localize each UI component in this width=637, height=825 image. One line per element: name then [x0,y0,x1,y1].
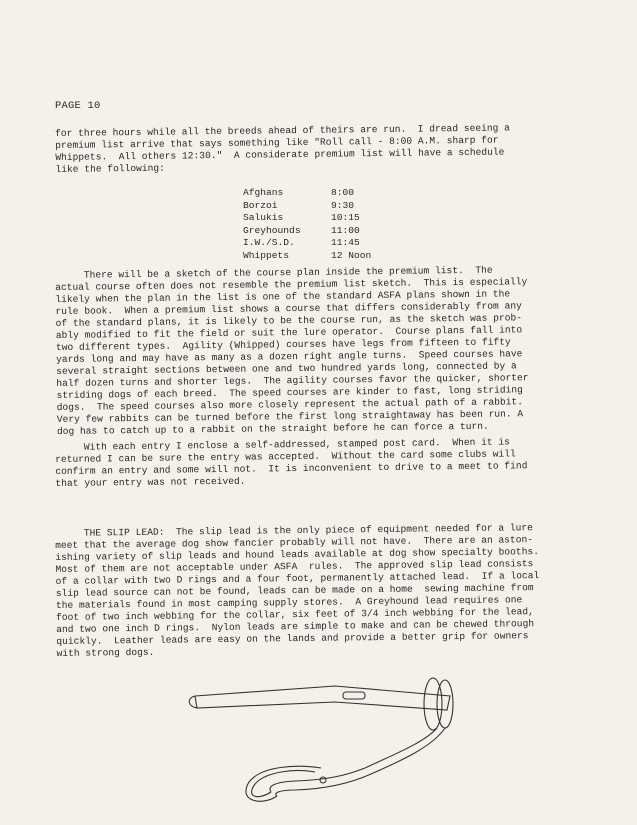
schedule-breed: Salukis [243,212,284,223]
text-line: likely when the plan in the list is one of the standard ASFA plans shown in the [55,288,511,305]
text-line: Very few rabbits can be turned before the first long straightaway has been run. A [56,408,524,425]
text-line: THE SLIP LEAD: The slip lead is the only piece of equipment needed for a lure [55,522,533,539]
schedule-table [243,187,391,262]
schedule-row [243,250,391,263]
text-line: yards long and may have as many as a dozen right angle turns. Speed courses have [56,348,523,365]
schedule-breed: Borzoi [243,199,278,211]
text-line: that your entry was not received. [55,475,246,489]
text-line: premium list arrive that says something like "Roll call - 8:00 A.M. sharp for [55,134,499,151]
paragraph-slip-lead [55,522,585,660]
text-line: half dozen turns and shorter legs. The agility courses favor the quicker, shorter [56,372,529,389]
text-line: foot of two inch webbing for the collar, six feet of 3/4 inch webbing for the lead, [56,606,534,623]
text-line: for three hours while all the breeds ahead of theirs are run. I dread seeing a [55,122,510,139]
schedule-time: 11:45 [331,237,360,248]
text-line: Most of them are not acceptable under ASFA rules. The approved slip lead consists [55,558,534,575]
schedule-breed: Afghans [243,187,284,198]
schedule-breed: I.W./S.D. [243,237,295,248]
text-line: and two one inch D rings. Nylon leads are simple to make and can be chewed through [56,618,535,635]
text-line: rule book. When a premium list shows a course that differs considerably from any [55,300,522,317]
text-line: slip lead source can not be found, leads can be made on a home sewing machine from [55,582,534,599]
text-line: confirm an entry and some will not. It is inconvenient to drive to a meet to find [55,460,528,477]
text-line: like the following: [55,162,165,175]
paragraph-post-card [55,436,584,490]
schedule-time: 12 Noon [331,249,372,261]
schedule-breed: Greyhounds [243,224,301,236]
text-line: returned I can be sure the entry was accepted. Without the card some clubs will [55,448,516,465]
text-line: ishing variety of slip leads and hound leads available at dog show specialty booths. [55,546,540,563]
text-line: of the standard plans, it is likely to be the course run, as the sketch was prob- [55,312,523,329]
text-line: Whippets. All others 12:30." A considerate premium list will have a schedule [55,146,505,163]
text-line: quickly. Leather leads are easy on the lands and provide a better grip for owners [56,630,529,647]
schedule-row [243,187,391,200]
text-line: the materials found in most camping supply stores. A Greyhound lead requires one [55,594,523,611]
schedule-time: 10:15 [331,212,360,223]
text-line: meet that the average dog show fancier probably will not have. There are an aston- [55,534,534,551]
slip-lead-illustration [175,672,475,802]
text-line: dogs. The speed courses also more closely represent the actual path of a rabbit. [56,396,524,413]
text-line: of a collar with two D rings and a four foot, permanently attached lead. If a local [55,570,540,587]
text-line: with strong dogs. [56,646,155,659]
paragraph-schedule-intro [55,122,584,176]
page-number: PAGE 10 [55,100,101,112]
paragraph-course-plans [55,264,585,438]
text-line: striding dogs of each breed. The speed courses are kinder to fast, long striding [56,384,523,401]
schedule-time: 9:30 [331,199,355,211]
text-line: dog has to catch up to a rabbit on the straight before he can force a turn. [56,420,489,437]
schedule-row [243,237,391,250]
schedule-time: 11:00 [331,224,360,236]
text-line: two different types. Agility (Whipped) courses have legs from fifteen to fifty [55,336,511,353]
text-line: several straight sections between one and two hundred yards long, connected by a [56,360,517,377]
schedule-row [243,225,391,238]
text-line: With each entry I enclose a self-addressed, stamped post card. When it is [55,436,510,453]
schedule-breed: Whippets [243,249,290,261]
schedule-time: 8:00 [331,187,355,198]
text-line: ably modified to fit the field or suit the lure operator. Course plans fall into [55,324,523,341]
schedule-row [243,200,391,213]
schedule-row [243,212,391,225]
text-line: actual course often does not resemble the premium list sketch. This is especially [55,276,528,293]
text-line: There will be a sketch of the course plan inside the premium list. The [55,264,493,281]
